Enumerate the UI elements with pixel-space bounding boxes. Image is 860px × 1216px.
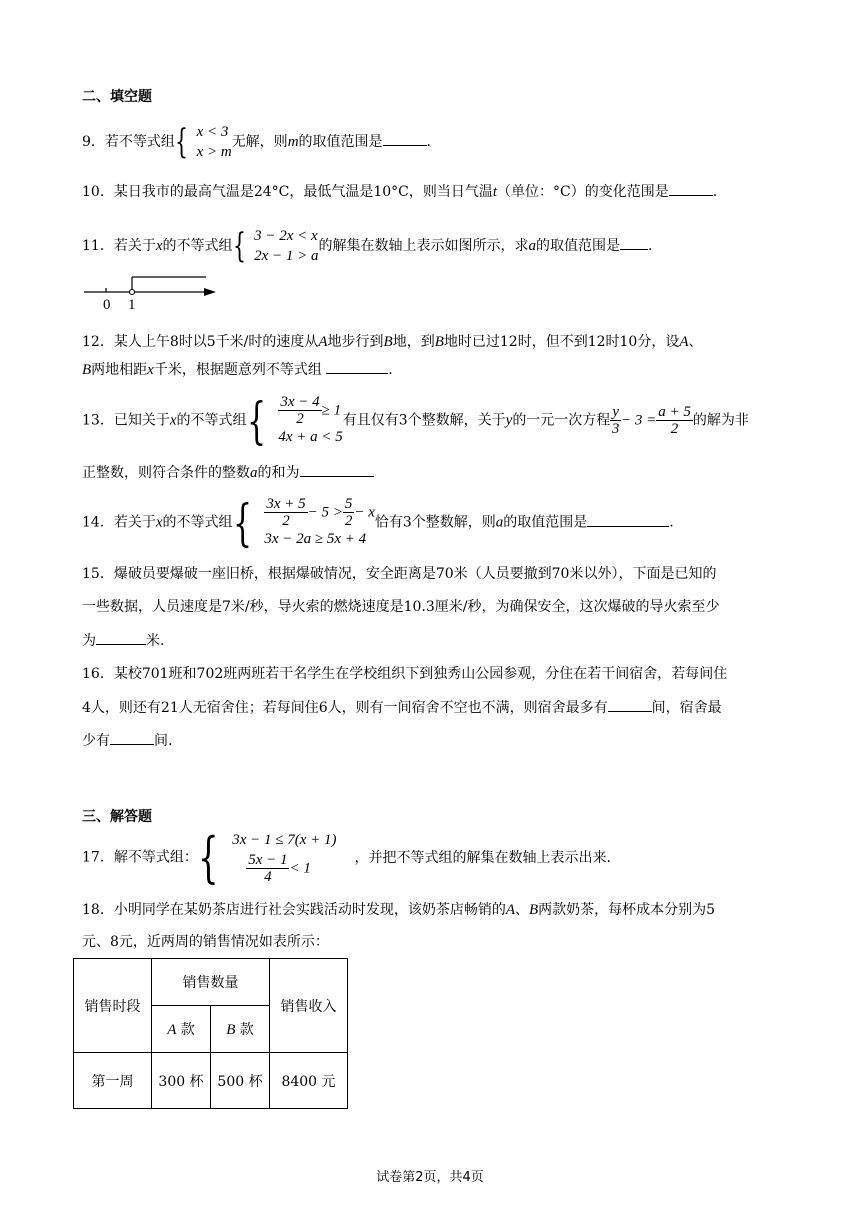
- question-18-line2: 元、8元，近两周的销售情况如表所示：: [82, 934, 329, 950]
- question-16-line1: 16．某校701班和702班两班若干名学生在学校组织下到独秀山公园参观，分住在若干间宿舍，若每间住: [82, 666, 728, 682]
- page-footer: 试卷第2页，共4页: [376, 1170, 484, 1185]
- q14-text: 14．若关于: [82, 514, 156, 531]
- brace-icon: {: [232, 493, 252, 552]
- q18-B: B: [529, 902, 539, 918]
- q9-end: .: [426, 134, 431, 150]
- q12-end: .: [388, 362, 393, 378]
- q9-var: m: [287, 134, 299, 150]
- q12-text: 地步行到: [327, 334, 384, 350]
- q16-answer-blank-min[interactable]: [110, 730, 154, 745]
- q14-f2-num: 5: [344, 496, 353, 512]
- q13-y: y: [505, 412, 513, 429]
- axis-label-1: 1: [128, 297, 136, 313]
- cell-b: 500 杯: [211, 1053, 270, 1109]
- question-12-line2: [82, 359, 393, 380]
- q12-text: 千米，根据题意列不等式组: [153, 362, 322, 378]
- q18-text: 18．小明同学在某奶茶店进行社会实践活动时发现，该奶茶店畅销的: [82, 902, 506, 918]
- q12-text: 两地相距: [91, 362, 148, 378]
- q12-text: 、: [688, 334, 703, 350]
- q14-tail: − x: [354, 504, 375, 521]
- q10-answer-blank[interactable]: [669, 181, 713, 196]
- header-b-suffix: 款: [235, 1022, 254, 1038]
- q10-text-b: （单位：°C）的变化范围是: [497, 184, 669, 200]
- header-a: [152, 1006, 211, 1053]
- q11-var: x: [155, 238, 163, 254]
- q16-answer-blank-max[interactable]: [608, 697, 652, 712]
- question-9: [82, 122, 431, 162]
- q13-text: 的一元一次方程: [512, 412, 611, 429]
- q13-frac-den: 2: [296, 411, 304, 427]
- q17-lt: < 1: [289, 860, 311, 877]
- q16-text: 间.: [154, 733, 173, 749]
- cell-a: 300 杯: [152, 1053, 211, 1109]
- q14-mid: − 5 >: [307, 504, 343, 521]
- q14-f1-den: 2: [282, 513, 290, 529]
- q12-A: A: [318, 334, 328, 350]
- question-16-line2: [82, 697, 722, 718]
- question-13-line1: [82, 391, 749, 450]
- q11-row2: 2x − 1 > a: [254, 248, 319, 264]
- q11-answer-blank[interactable]: [620, 235, 648, 250]
- q14-text: 的取值范围是: [503, 514, 588, 531]
- question-15-line3: [82, 630, 164, 651]
- q11-text-a: 11．若关于: [82, 238, 156, 254]
- q14-row2: 3x − 2a ≥ 5x + 4: [264, 531, 367, 547]
- brace-icon: {: [232, 226, 246, 266]
- q14-f1-num: 3x + 5: [266, 496, 306, 512]
- header-quantity: 销售数量: [152, 959, 270, 1006]
- q13-text: 13．已知关于: [82, 412, 170, 429]
- question-15-line2: 一些数据，人员速度是7米/秒，导火索的燃烧速度是10.3厘米/秒，为确保安全，这次爆破的导火索至少: [82, 599, 720, 615]
- q13-eq-num1: y: [612, 404, 619, 420]
- q13-ge: ≥ 1: [321, 402, 342, 419]
- q9-text-a: 无解，则: [231, 134, 288, 150]
- q17-system: [197, 825, 337, 889]
- q12-text: 地时已过12时，但不到12时10分，设: [443, 334, 680, 350]
- q14-answer-blank[interactable]: [587, 512, 669, 527]
- open-point-icon: [130, 290, 135, 295]
- brace-icon: {: [246, 391, 266, 450]
- q12-A: A: [679, 334, 689, 350]
- brace-icon: {: [174, 122, 188, 162]
- q15-text: 为: [82, 633, 96, 649]
- q12-text: 地，到: [392, 334, 435, 350]
- header-b-letter: B: [226, 1022, 236, 1038]
- q11-system: [233, 226, 319, 266]
- q14-end: .: [669, 514, 674, 531]
- q14-a: a: [495, 514, 504, 531]
- q13-frac-num: 3x − 4: [280, 394, 320, 410]
- q13-text: 的和为: [257, 465, 300, 481]
- header-a-suffix: 款: [176, 1022, 195, 1038]
- header-b: [211, 1006, 270, 1053]
- q12-B: B: [434, 334, 444, 350]
- q11-text-c: 的解集在数轴上表示如图所示，求: [318, 238, 529, 254]
- header-a-letter: A: [167, 1022, 177, 1038]
- q12-text: 12．某人上午8时以5千米/时的速度从: [82, 334, 319, 350]
- q13-system: [246, 391, 343, 450]
- q9-row2: x > m: [196, 144, 232, 160]
- q17-row1: 3x − 1 ≤ 7(x + 1): [232, 832, 337, 848]
- question-12-line1: [82, 332, 703, 352]
- q13-var: x: [169, 412, 177, 429]
- q13-text: 有且仅有3个整数解，关于: [342, 412, 506, 429]
- q17-text: ，并把不等式组的解集在数轴上表示出来.: [354, 849, 611, 866]
- q13-a: a: [250, 465, 258, 481]
- q14-text: 恰有3个整数解，则: [374, 514, 496, 531]
- q16-text: 少有: [82, 733, 110, 749]
- q10-text-a: 10．某日我市的最高气温是24°C，最低气温是10°C，则当日气温: [82, 184, 493, 200]
- question-16-line3: [82, 730, 172, 751]
- q18-A: A: [505, 902, 515, 918]
- section-title-fill: 二、填空题: [82, 89, 152, 105]
- q16-text: 4人，则还有21人无宿舍住；若每间住6人，则有一间宿舍不空也不满，则宿舍最多有: [82, 700, 608, 716]
- q16-text: 间，宿舍最: [651, 700, 722, 716]
- q9-number: 9．若不等式组: [82, 134, 175, 150]
- question-10: [82, 181, 717, 202]
- q10-end: .: [712, 184, 718, 200]
- q17-frac-num: 5x − 1: [248, 852, 288, 868]
- table-row: [74, 1053, 348, 1109]
- q14-text: 的不等式组: [162, 514, 233, 531]
- q15-answer-blank[interactable]: [96, 630, 146, 645]
- brace-icon: {: [197, 825, 219, 889]
- q14-system: [232, 493, 375, 552]
- q10-var: t: [492, 184, 498, 200]
- header-income: 销售收入: [270, 959, 348, 1053]
- q17-text: 17．解不等式组：: [82, 849, 198, 866]
- cell-period: 第一周: [74, 1053, 152, 1109]
- q12-B: B: [82, 362, 92, 378]
- q9-text-b: 的取值范围是: [298, 134, 383, 150]
- q18-text: 两款奶茶，每杯成本分别为5: [538, 902, 716, 918]
- q13-text: 正整数，则符合条件的整数: [82, 465, 250, 481]
- q18-text: 、: [515, 902, 529, 918]
- q11-row1: 3 − 2x < x: [254, 228, 318, 244]
- header-period: 销售时段: [74, 959, 152, 1053]
- q17-frac-den: 4: [264, 869, 272, 885]
- q11-var2: a: [528, 238, 537, 254]
- question-14: [82, 493, 674, 552]
- q13-eq-den1: 3: [611, 421, 620, 437]
- q13-text: 的解为非: [692, 412, 749, 429]
- q11-text-b: 的不等式组: [162, 238, 233, 254]
- q13-eq-den2: 2: [670, 421, 679, 437]
- axis-arrow-icon: [204, 288, 216, 296]
- cell-income: 8400 元: [270, 1053, 348, 1109]
- q14-f2-den: 2: [344, 513, 353, 529]
- question-17: [82, 825, 611, 889]
- q13-eq-num2: a + 5: [658, 404, 691, 420]
- question-18-line1: [82, 900, 715, 920]
- q11-end: .: [648, 238, 653, 254]
- q12-answer-blank[interactable]: [326, 359, 388, 374]
- section-title-answer: 三、解答题: [82, 809, 152, 825]
- q13-eq-mid: − 3 =: [620, 412, 657, 429]
- q9-system: [175, 122, 232, 162]
- question-15-line1: 15．爆破员要爆破一座旧桥，根据爆破情况，安全距离是70米（人员要撤到70米以外），下面是已知的: [82, 566, 717, 582]
- q15-text: 米.: [146, 633, 165, 649]
- q11-text-d: 的取值范围是: [536, 238, 621, 254]
- q13-answer-blank[interactable]: [300, 462, 374, 477]
- q13-row2: 4x + a < 5: [278, 429, 343, 445]
- question-11: [82, 226, 653, 266]
- q14-var: x: [155, 514, 163, 531]
- q12-B: B: [383, 334, 393, 350]
- q9-answer-blank[interactable]: [383, 131, 427, 146]
- number-line-figure: [80, 270, 230, 314]
- question-13-line2: [82, 462, 374, 483]
- q13-text: 的不等式组: [176, 412, 247, 429]
- sales-table: [73, 958, 348, 1109]
- axis-label-0: 0: [103, 297, 111, 313]
- q9-row1: x < 3: [196, 124, 229, 140]
- q12-x: x: [147, 362, 154, 378]
